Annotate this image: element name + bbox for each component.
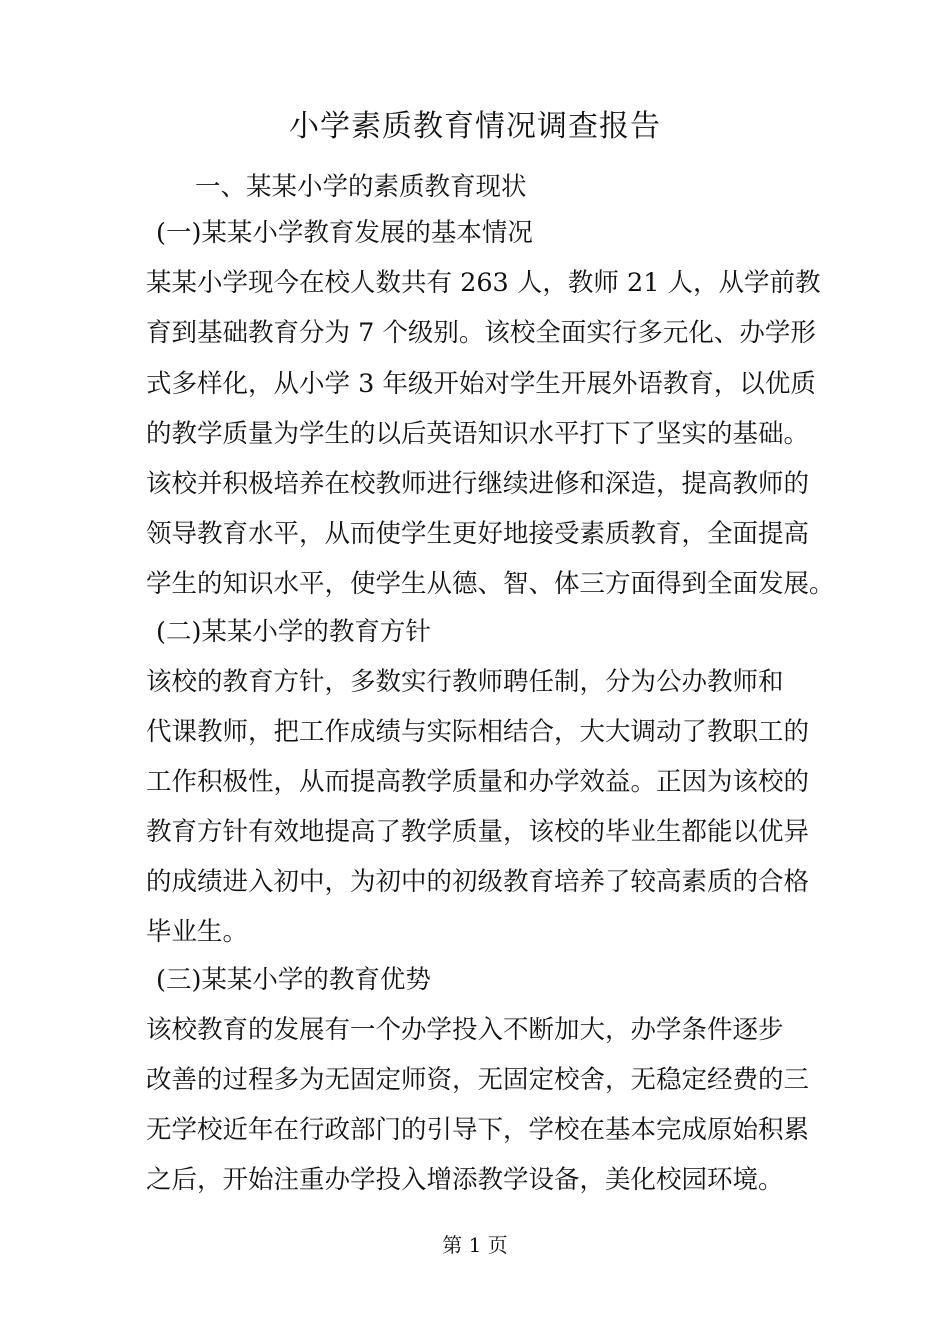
paragraph-line: 无学校近年在行政部门的引导下，学校在基本完成原始积累 — [146, 1115, 810, 1145]
paragraph-line: 该校的教育方针，多数实行教师聘任制，分为公办教师和 — [146, 667, 784, 697]
subsection-heading: (一)某某小学教育发展的基本情况 — [156, 218, 533, 248]
paragraph-line: 代课教师，把工作成绩与实际相结合，大大调动了教职工的 — [146, 717, 810, 747]
paragraph-line: 毕业生。 — [146, 917, 249, 947]
paragraph-line: 该校教育的发展有一个办学投入不断加大，办学条件逐步 — [146, 1015, 784, 1045]
paragraph-line: 改善的过程多为无固定师资，无固定校舍，无稳定经费的三 — [146, 1065, 810, 1095]
subsection-heading: (三)某某小学的教育优势 — [156, 965, 431, 995]
paragraph-line: 的教学质量为学生的以后英语知识水平打下了坚实的基础。 — [146, 419, 810, 449]
paragraph-line: 工作积极性，从而提高教学质量和办学效益。正因为该校的 — [146, 767, 810, 797]
paragraph-line: 学生的知识水平，使学生从德、智、体三方面得到全面发展。 — [146, 569, 835, 599]
section-heading: 一、某某小学的素质教育现状 — [195, 172, 527, 202]
page-number: 第 1 页 — [442, 1233, 508, 1257]
paragraph-line: 该校并积极培养在校教师进行继续进修和深造，提高教师的 — [146, 469, 810, 499]
document-title: 小学素质教育情况调查报告 — [289, 109, 661, 144]
paragraph-line: 式多样化，从小学 3 年级开始对学生开展外语教育，以优质 — [146, 369, 816, 399]
paragraph-line: 教育方针有效地提高了教学质量，该校的毕业生都能以优异 — [146, 817, 810, 847]
paragraph-line: 某某小学现今在校人数共有 263 人，教师 21 人，从学前教 — [146, 268, 821, 298]
paragraph-line: 的成绩进入初中，为初中的初级教育培养了较高素质的合格 — [146, 867, 810, 897]
paragraph-line: 之后，开始注重办学投入增添教学设备，美化校园环境。 — [146, 1165, 784, 1195]
subsection-heading: (二)某某小学的教育方针 — [156, 617, 431, 647]
paragraph-line: 育到基础教育分为 7 个级别。该校全面实行多元化、办学形 — [146, 318, 816, 348]
paragraph-line: 领导教育水平，从而使学生更好地接受素质教育，全面提高 — [146, 519, 810, 549]
